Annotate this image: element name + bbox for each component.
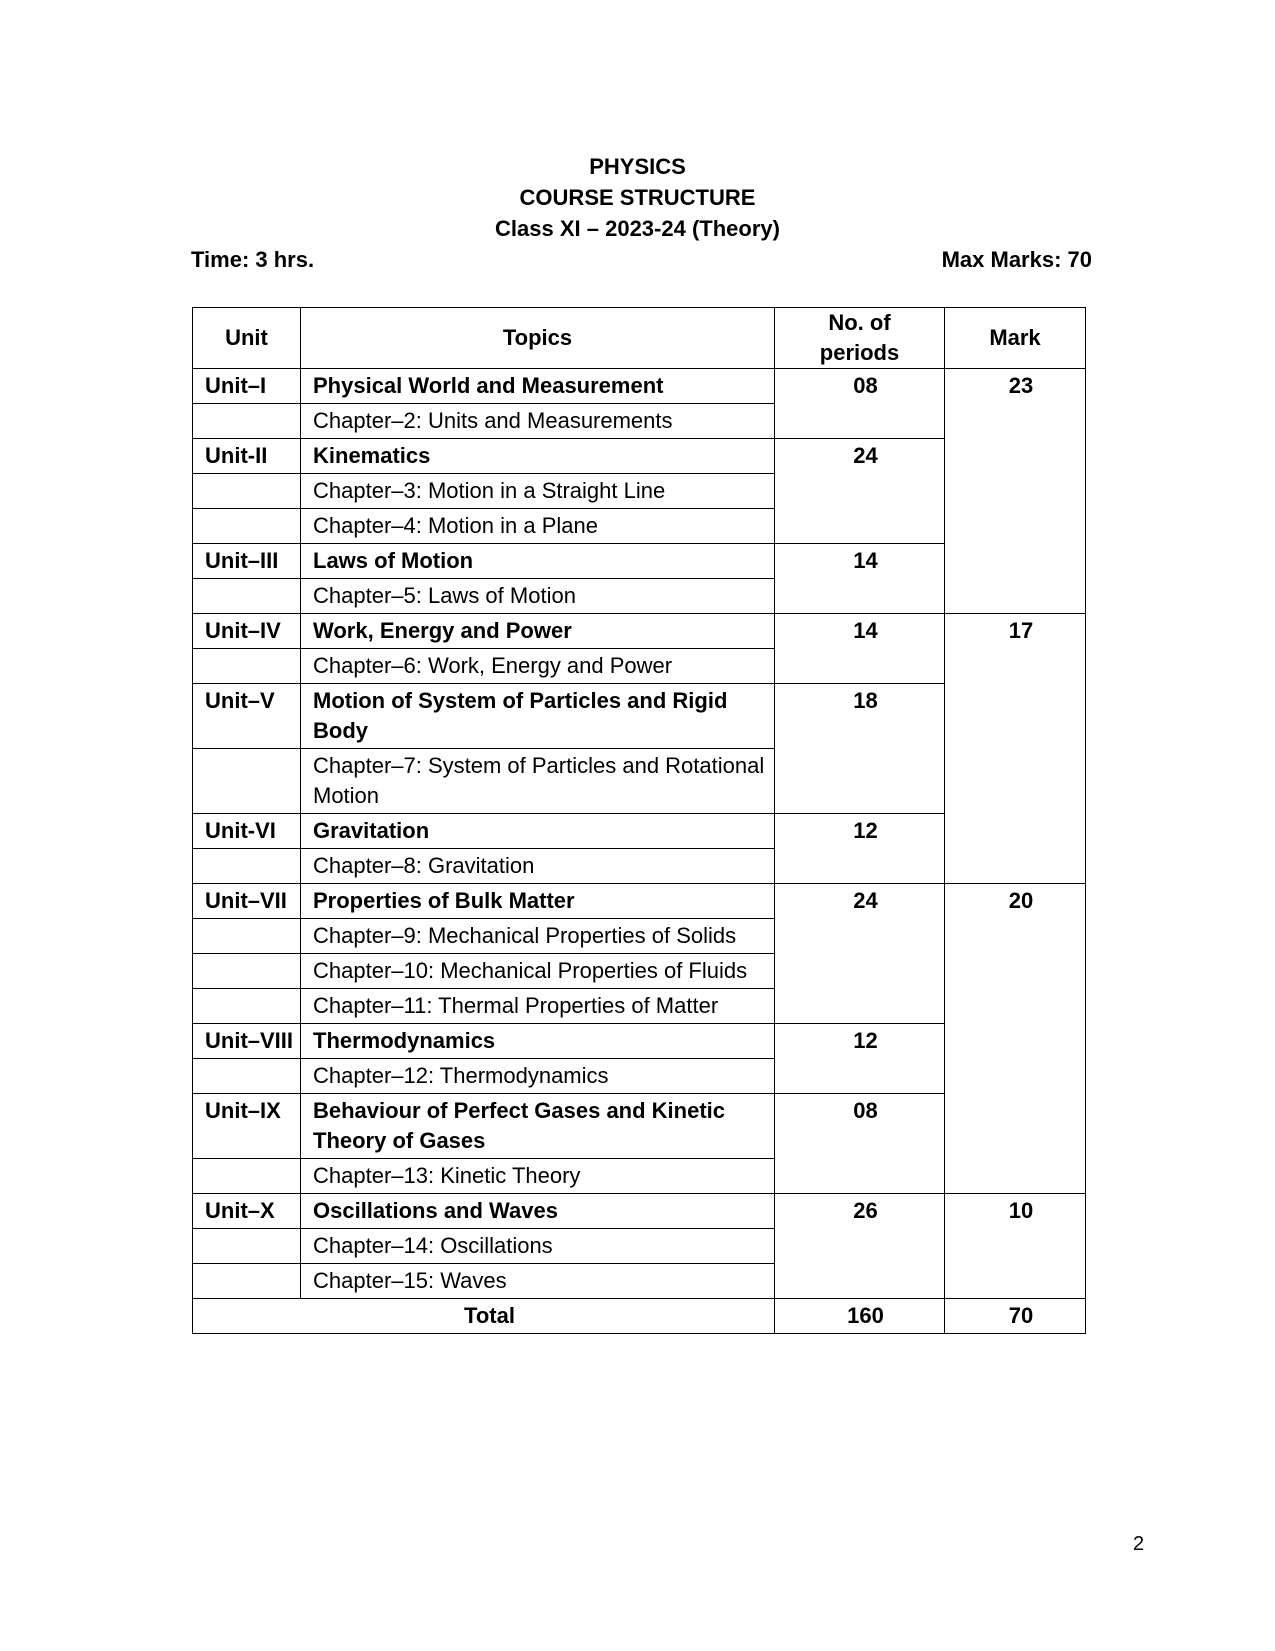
- chapter-cell: Chapter–7: System of Particles and Rotational Motion: [301, 749, 775, 814]
- periods-cell: 24: [775, 439, 945, 544]
- total-marks: 70: [945, 1299, 1086, 1334]
- column-header-mark: Mark: [945, 308, 1086, 369]
- class-line: Class XI – 2023-24 (Theory): [495, 216, 780, 241]
- table-row: [193, 1194, 1086, 1229]
- unit-topic-cell: Thermodynamics: [301, 1024, 775, 1059]
- title-block: [0, 151, 1275, 244]
- unit-topic-cell: Behaviour of Perfect Gases and Kinetic Theory of Gases: [301, 1094, 775, 1159]
- chapter-cell: Chapter–4: Motion in a Plane: [301, 509, 775, 544]
- table-row: [193, 884, 1086, 919]
- table-row: [193, 369, 1086, 404]
- table-row: [193, 614, 1086, 649]
- unit-cell: [193, 989, 301, 1024]
- unit-topic-cell: Properties of Bulk Matter: [301, 884, 775, 919]
- page-subtitle: COURSE STRUCTURE: [519, 185, 756, 210]
- chapter-cell: Chapter–11: Thermal Properties of Matter: [301, 989, 775, 1024]
- periods-cell: 26: [775, 1194, 945, 1299]
- unit-topic-cell: Kinematics: [301, 439, 775, 474]
- periods-cell: 12: [775, 814, 945, 884]
- periods-cell: 12: [775, 1024, 945, 1094]
- periods-cell: 14: [775, 544, 945, 614]
- unit-cell: Unit–X: [193, 1194, 301, 1229]
- periods-cell: 18: [775, 684, 945, 814]
- column-header-topics: Topics: [301, 308, 775, 369]
- unit-topic-cell: Laws of Motion: [301, 544, 775, 579]
- periods-cell: 08: [775, 369, 945, 439]
- unit-cell: Unit–VII: [193, 884, 301, 919]
- page-title: PHYSICS: [589, 154, 686, 179]
- chapter-cell: Chapter–9: Mechanical Properties of Solids: [301, 919, 775, 954]
- unit-cell: [193, 579, 301, 614]
- total-label: Total: [193, 1299, 775, 1334]
- periods-cell: 14: [775, 614, 945, 684]
- table-header-row: [193, 308, 1086, 369]
- unit-cell: [193, 1264, 301, 1299]
- chapter-cell: Chapter–6: Work, Energy and Power: [301, 649, 775, 684]
- chapter-cell: Chapter–14: Oscillations: [301, 1229, 775, 1264]
- periods-cell: 24: [775, 884, 945, 1024]
- unit-cell: [193, 1059, 301, 1094]
- unit-cell: Unit-VI: [193, 814, 301, 849]
- unit-cell: Unit-II: [193, 439, 301, 474]
- chapter-cell: Chapter–8: Gravitation: [301, 849, 775, 884]
- chapter-cell: Chapter–2: Units and Measurements: [301, 404, 775, 439]
- mark-cell: 20: [945, 884, 1086, 1194]
- unit-cell: [193, 1229, 301, 1264]
- unit-cell: Unit–VIII: [193, 1024, 301, 1059]
- unit-cell: [193, 649, 301, 684]
- unit-cell: [193, 749, 301, 814]
- chapter-cell: Chapter–15: Waves: [301, 1264, 775, 1299]
- chapter-cell: Chapter–13: Kinetic Theory: [301, 1159, 775, 1194]
- unit-topic-cell: Motion of System of Particles and Rigid Body: [301, 684, 775, 749]
- unit-topic-cell: Oscillations and Waves: [301, 1194, 775, 1229]
- unit-cell: [193, 954, 301, 989]
- mark-cell: 17: [945, 614, 1086, 884]
- unit-cell: [193, 474, 301, 509]
- chapter-cell: Chapter–10: Mechanical Properties of Fluids: [301, 954, 775, 989]
- column-header-unit: Unit: [193, 308, 301, 369]
- unit-cell: Unit–V: [193, 684, 301, 749]
- total-periods: 160: [775, 1299, 945, 1334]
- unit-cell: Unit–III: [193, 544, 301, 579]
- mark-cell: 10: [945, 1194, 1086, 1299]
- unit-cell: [193, 1159, 301, 1194]
- chapter-cell: Chapter–3: Motion in a Straight Line: [301, 474, 775, 509]
- column-header-periods: No. of periods: [775, 308, 945, 369]
- unit-cell: Unit–IV: [193, 614, 301, 649]
- mark-cell: 23: [945, 369, 1086, 614]
- unit-cell: [193, 404, 301, 439]
- unit-topic-cell: Work, Energy and Power: [301, 614, 775, 649]
- unit-topic-cell: Physical World and Measurement: [301, 369, 775, 404]
- unit-cell: [193, 509, 301, 544]
- unit-topic-cell: Gravitation: [301, 814, 775, 849]
- unit-cell: [193, 849, 301, 884]
- time-label: Time: 3 hrs.: [191, 247, 315, 272]
- chapter-cell: Chapter–5: Laws of Motion: [301, 579, 775, 614]
- course-structure-table: [192, 307, 1086, 1334]
- total-row: [193, 1299, 1086, 1334]
- unit-cell: Unit–I: [193, 369, 301, 404]
- max-marks-label: Max Marks: 70: [941, 247, 1092, 272]
- unit-cell: [193, 919, 301, 954]
- chapter-cell: Chapter–12: Thermodynamics: [301, 1059, 775, 1094]
- page-number: 2: [1133, 1533, 1145, 1555]
- unit-cell: Unit–IX: [193, 1094, 301, 1159]
- periods-cell: 08: [775, 1094, 945, 1194]
